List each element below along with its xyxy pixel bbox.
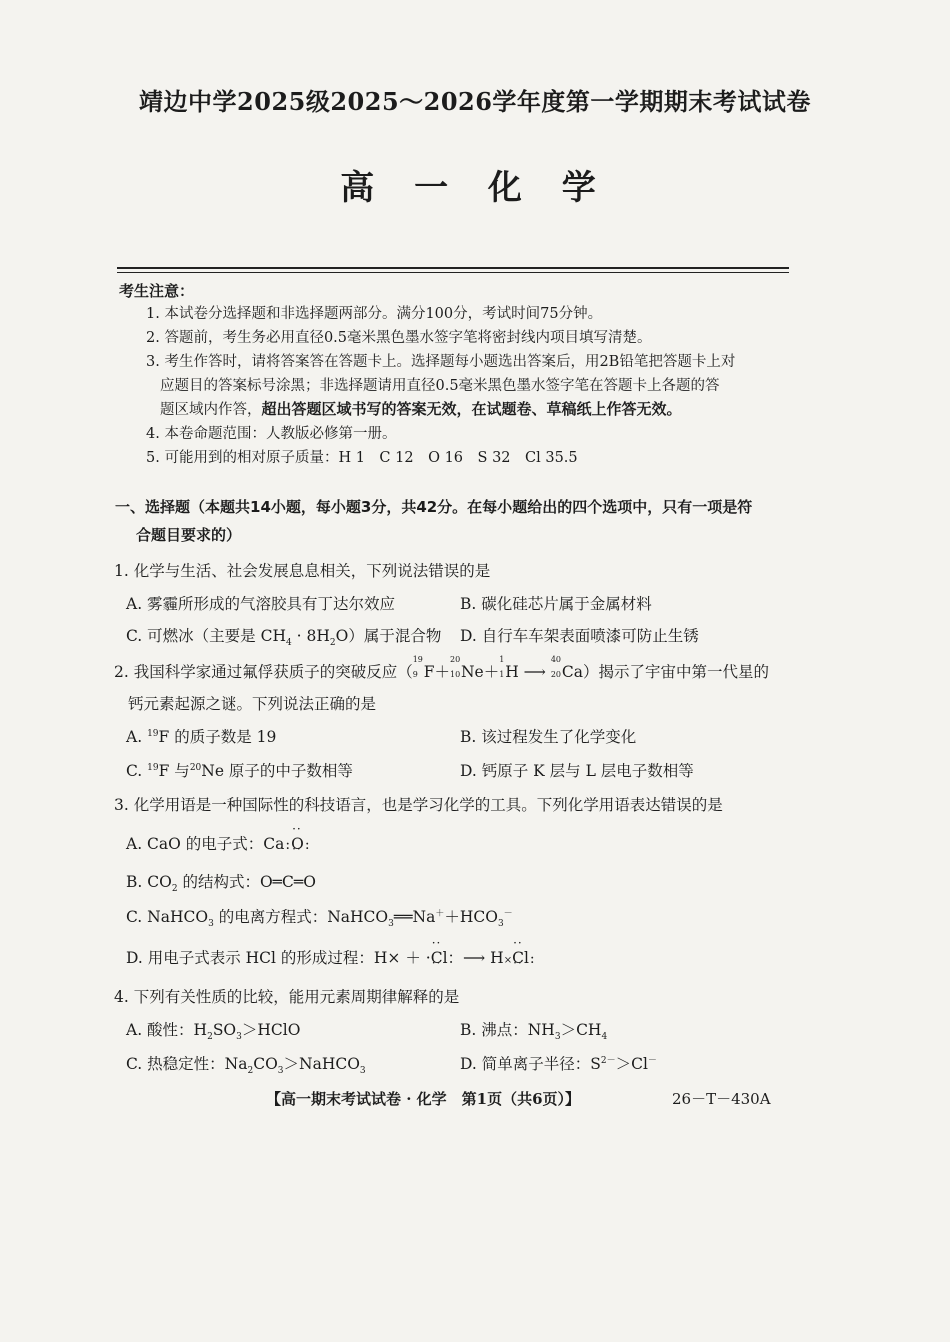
electron-dot-o: ·· O ··: [291, 835, 304, 853]
q2-option-c: C. $^{19}$F 与$^{20}$Ne 原子的中子数相等: [126, 762, 353, 780]
q1-option-c: C. 可燃冰（主要是 $CH_4 \cdot 8H_2O$）属于混合物: [126, 627, 442, 649]
electron-dot-cl: ·· Cl ··: [431, 949, 448, 967]
isotope-h: 1 1: [499, 655, 505, 679]
header-divider-thin: [117, 272, 789, 273]
notice-item-3-end: [160, 398, 682, 419]
q3-option-d: D. 用电子式表示 HCl 的形成过程：H× ＋ ··· Cl ··：⟶ H×·· Cl ··:: [126, 946, 536, 968]
notice-item-2: 2. 答题前，考生务必用直径0.5毫米黑色墨水签字笔将密封线内项目填写清楚。: [146, 330, 652, 346]
q2-option-b: B. 该过程发生了化学变化: [460, 728, 637, 746]
q2-option-a: A. $^{19}$F 的质子数是 19: [126, 728, 277, 746]
notice-warning: 超出答题区域书写的答案无效，在试题卷、草稿纸上作答无效。: [261, 400, 682, 418]
isotope-ca: 40 20: [550, 655, 562, 679]
q3-option-b: B. $CO_2$ 的结构式：O═C═O: [126, 873, 316, 895]
electron-dot-cl-2: ·· Cl ··: [512, 949, 529, 967]
q2-stem: 2. 我国科学家通过氟俘获质子的突破反应（ 19 9 F＋ 20 10 Ne＋ 1 1 H ⟶ 40 20 Ca）揭示了宇宙中第一代星的: [114, 655, 769, 681]
notice-item-3: 3. 考生作答时，请将答案答在答题卡上。选择题每小题选出答案后，用2B铅笔把答题卡上对: [146, 354, 736, 370]
page-footer: 【高一期末考试试卷 · 化学 第1页（共6页）】: [266, 1090, 581, 1108]
isotope-ne: 20 10: [449, 655, 461, 679]
q1-option-d: D. 自行车车架表面喷漆可防止生锈: [460, 627, 699, 645]
isotope-f: 19 9: [412, 655, 423, 679]
notice-item-1: 1. 本试卷分选择题和非选择题两部分。满分100分，考试时间75分钟。: [146, 306, 603, 322]
section-heading-cont: 合题目要求的）: [136, 526, 242, 544]
q2-stem-cont: 钙元素起源之谜。下列说法正确的是: [128, 695, 377, 713]
q4-option-b: B. 沸点：$NH_3>CH_4$: [460, 1021, 608, 1043]
q4-option-c: C. 热稳定性：$Na_2CO_3>NaHCO_3$: [126, 1055, 366, 1077]
q4-option-a: A. 酸性：$H_2SO_3>HClO$: [126, 1021, 301, 1043]
notice-item-4: 4. 本卷命题范围：人教版必修第一册。: [146, 426, 397, 442]
subject-title: 高 一 化 学: [340, 168, 610, 208]
exam-title: 靖边中学2025级2025～2026学年度第一学期期末考试试卷: [139, 87, 811, 116]
q1-stem: 1. 化学与生活、社会发展息息相关，下列说法错误的是: [114, 562, 491, 580]
q3-option-c: C. NaHCO$_3$ 的电离方程式：$NaHCO_3══Na^++HCO_3^-$: [126, 908, 513, 930]
q4-stem: 4. 下列有关性质的比较，能用元素周期律解释的是: [114, 988, 460, 1006]
q2-option-d: D. 钙原子 K 层与 L 层电子数相等: [460, 762, 694, 780]
notice-title: 考生注意：: [119, 282, 195, 300]
q4-option-d: D. 简单离子半径：$S^{2-}>Cl^-$: [460, 1055, 657, 1073]
q1-option-b: B. 碳化硅芯片属于金属材料: [460, 595, 652, 613]
header-divider: [117, 267, 789, 269]
q3-stem: 3. 化学用语是一种国际性的科技语言，也是学习化学的工具。下列化学用语表达错误的是: [114, 796, 723, 814]
q1-option-a: A. 雾霾所形成的气溶胶具有丁达尔效应: [126, 595, 396, 613]
notice-item-3-cont: 应题目的答案标号涂黑；非选择题请用直径0.5毫米黑色墨水签字笔在答题卡上各题的答: [160, 378, 720, 394]
notice-item-3-tail: 题区域内作答，: [160, 402, 262, 418]
section-heading: 一、选择题（本题共14小题，每小题3分，共42分。在每小题给出的四个选项中，只有一项是符: [115, 498, 753, 516]
notice-item-5: 5. 可能用到的相对原子质量：H 1 C 12 O 16 S 32 Cl 35.5: [146, 450, 578, 466]
paper-code: 26－T－430A: [672, 1090, 771, 1108]
q3-option-a: A. CaO 的电子式：Ca:·· O ··:: [126, 832, 311, 854]
